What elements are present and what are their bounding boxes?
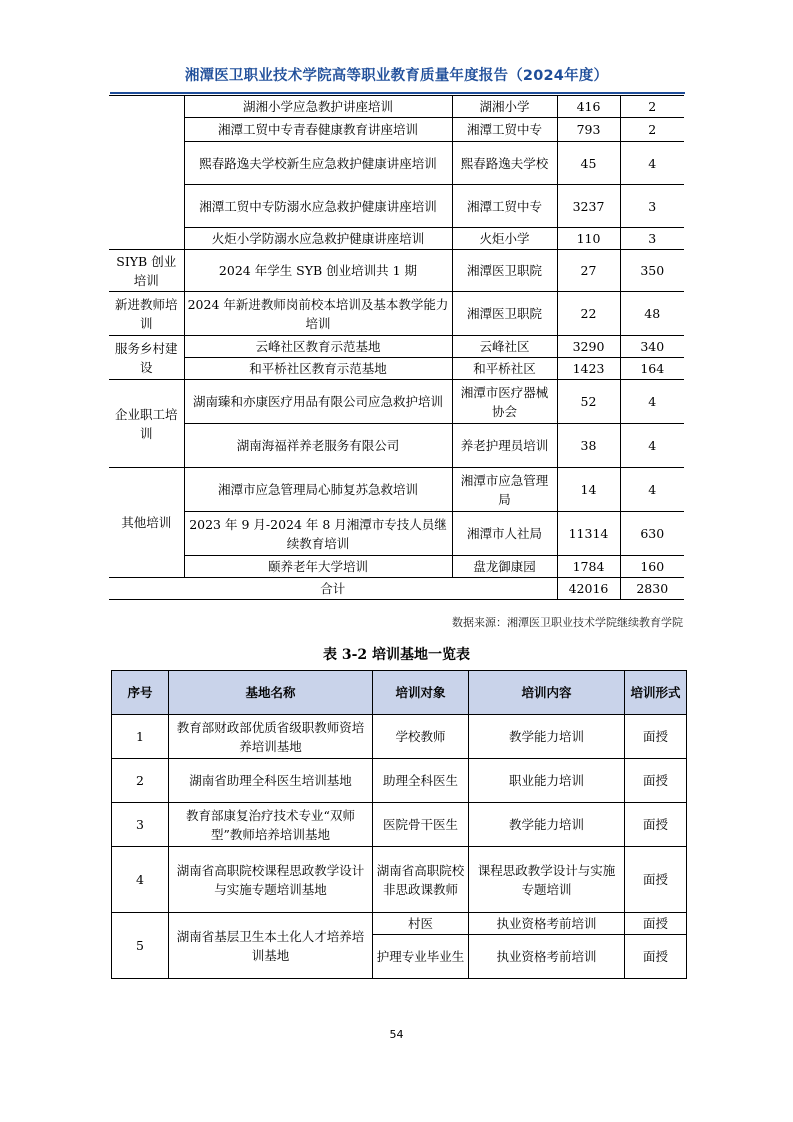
form-cell: 面授 xyxy=(625,759,687,803)
form-cell: 面授 xyxy=(625,847,687,913)
project-cell: 云峰社区教育示范基地 xyxy=(184,336,452,358)
table-row xyxy=(109,96,684,118)
training-base-table xyxy=(111,670,687,979)
hours-cell: 630 xyxy=(620,512,684,556)
org-cell: 湘潭市人社局 xyxy=(452,512,557,556)
table-row xyxy=(112,759,687,803)
table-row xyxy=(109,336,684,358)
table-row xyxy=(109,556,684,578)
count-cell: 793 xyxy=(557,118,620,142)
org-cell: 湖湘小学 xyxy=(452,96,557,118)
hours-cell: 164 xyxy=(620,358,684,380)
org-cell: 和平桥社区 xyxy=(452,358,557,380)
target-cell: 医院骨干医生 xyxy=(373,803,469,847)
org-cell: 湘潭市医疗器械协会 xyxy=(452,380,557,424)
count-cell: 14 xyxy=(557,468,620,512)
table-row xyxy=(109,468,684,512)
project-cell: 湘潭市应急管理局心肺复苏急救培训 xyxy=(184,468,452,512)
content-cell: 教学能力培训 xyxy=(469,715,625,759)
project-cell: 湘潭工贸中专防溺水应急救护健康讲座培训 xyxy=(184,185,452,228)
table-row xyxy=(109,250,684,292)
table-row xyxy=(109,118,684,142)
header-form: 培训形式 xyxy=(625,671,687,715)
table-row xyxy=(109,185,684,228)
name-cell: 教育部财政部优质省级职教师资培养培训基地 xyxy=(169,715,373,759)
table-row xyxy=(109,358,684,380)
project-cell: 湖南臻和亦康医疗用品有限公司应急救护培训 xyxy=(184,380,452,424)
total-hours: 2830 xyxy=(620,578,684,600)
category-cell xyxy=(109,96,184,250)
count-cell: 416 xyxy=(557,96,620,118)
hours-cell: 2 xyxy=(620,96,684,118)
header-rule xyxy=(110,92,685,94)
no-cell: 2 xyxy=(112,759,169,803)
target-cell: 学校教师 xyxy=(373,715,469,759)
category-cell: 新进教师培训 xyxy=(109,292,184,336)
table-row xyxy=(109,424,684,468)
org-cell: 盘龙御康园 xyxy=(452,556,557,578)
header-target: 培训对象 xyxy=(373,671,469,715)
target-cell: 护理专业毕业生 xyxy=(373,935,469,979)
no-cell: 3 xyxy=(112,803,169,847)
count-cell: 22 xyxy=(557,292,620,336)
org-cell: 火炬小学 xyxy=(452,228,557,250)
hours-cell: 4 xyxy=(620,380,684,424)
org-cell: 湘潭工贸中专 xyxy=(452,185,557,228)
name-cell: 湖南省助理全科医生培训基地 xyxy=(169,759,373,803)
project-cell: 火炬小学防溺水应急救护健康讲座培训 xyxy=(184,228,452,250)
count-cell: 3290 xyxy=(557,336,620,358)
category-cell: 企业职工培训 xyxy=(109,380,184,468)
table-row xyxy=(112,715,687,759)
hours-cell: 48 xyxy=(620,292,684,336)
count-cell: 1784 xyxy=(557,556,620,578)
hours-cell: 3 xyxy=(620,185,684,228)
project-cell: 和平桥社区教育示范基地 xyxy=(184,358,452,380)
page-number: 54 xyxy=(389,1028,404,1041)
org-cell: 湘潭市应急管理局 xyxy=(452,468,557,512)
no-cell: 5 xyxy=(112,913,169,979)
hours-cell: 2 xyxy=(620,118,684,142)
hours-cell: 4 xyxy=(620,424,684,468)
category-cell: 服务乡村建设 xyxy=(109,336,184,380)
org-cell: 熙春路逸夫学校 xyxy=(452,142,557,185)
total-count: 42016 xyxy=(557,578,620,600)
target-cell: 助理全科医生 xyxy=(373,759,469,803)
count-cell: 27 xyxy=(557,250,620,292)
hours-cell: 350 xyxy=(620,250,684,292)
category-cell: SIYB 创业培训 xyxy=(109,250,184,292)
target-cell: 村医 xyxy=(373,913,469,935)
no-cell: 4 xyxy=(112,847,169,913)
hours-cell: 4 xyxy=(620,468,684,512)
hours-cell: 4 xyxy=(620,142,684,185)
report-header-title: 湘潭医卫职业技术学院高等职业教育质量年度报告（2024年度） xyxy=(184,68,609,84)
count-cell: 45 xyxy=(557,142,620,185)
project-cell: 湘潭工贸中专青春健康教育讲座培训 xyxy=(184,118,452,142)
table-row xyxy=(112,803,687,847)
content-cell: 教学能力培训 xyxy=(469,803,625,847)
table-row xyxy=(112,847,687,913)
project-cell: 2024 年学生 SYB 创业培训共 1 期 xyxy=(184,250,452,292)
source-note: 数据来源：湘潭医卫职业技术学院继续教育学院 xyxy=(452,616,683,629)
org-cell: 湘潭工贸中专 xyxy=(452,118,557,142)
table-row xyxy=(109,142,684,185)
count-cell: 110 xyxy=(557,228,620,250)
category-cell: 其他培训 xyxy=(109,468,184,578)
form-cell: 面授 xyxy=(625,715,687,759)
table-row xyxy=(109,512,684,556)
count-cell: 1423 xyxy=(557,358,620,380)
form-cell: 面授 xyxy=(625,913,687,935)
content-cell: 职业能力培训 xyxy=(469,759,625,803)
project-cell: 颐养老年大学培训 xyxy=(184,556,452,578)
hours-cell: 160 xyxy=(620,556,684,578)
table-caption: 表 3-2 培训基地一览表 xyxy=(322,647,471,663)
training-stats-table xyxy=(109,95,684,600)
project-cell: 熙春路逸夫学校新生应急救护健康讲座培训 xyxy=(184,142,452,185)
org-cell: 云峰社区 xyxy=(452,336,557,358)
content-cell: 执业资格考前培训 xyxy=(469,913,625,935)
org-cell: 养老护理员培训 xyxy=(452,424,557,468)
header-content: 培训内容 xyxy=(469,671,625,715)
form-cell: 面授 xyxy=(625,803,687,847)
target-cell: 湖南省高职院校非思政课教师 xyxy=(373,847,469,913)
count-cell: 38 xyxy=(557,424,620,468)
name-cell: 湖南省高职院校课程思政教学设计与实施专题培训基地 xyxy=(169,847,373,913)
hours-cell: 340 xyxy=(620,336,684,358)
no-cell: 1 xyxy=(112,715,169,759)
table-row xyxy=(112,913,687,935)
header-name: 基地名称 xyxy=(169,671,373,715)
count-cell: 52 xyxy=(557,380,620,424)
name-cell: 教育部康复治疗技术专业“双师型”教师培养培训基地 xyxy=(169,803,373,847)
total-label: 合计 xyxy=(109,578,557,600)
project-cell: 湖湘小学应急教护讲座培训 xyxy=(184,96,452,118)
header-row xyxy=(112,671,687,715)
project-cell: 湖南海福祥养老服务有限公司 xyxy=(184,424,452,468)
header-no: 序号 xyxy=(112,671,169,715)
content-cell: 课程思政教学设计与实施专题培训 xyxy=(469,847,625,913)
form-cell: 面授 xyxy=(625,935,687,979)
name-cell: 湖南省基层卫生本土化人才培养培训基地 xyxy=(169,913,373,979)
project-cell: 2024 年新进教师岗前校本培训及基本教学能力培训 xyxy=(184,292,452,336)
org-cell: 湘潭医卫职院 xyxy=(452,292,557,336)
table-row xyxy=(109,380,684,424)
count-cell: 3237 xyxy=(557,185,620,228)
table-row xyxy=(109,292,684,336)
content-cell: 执业资格考前培训 xyxy=(469,935,625,979)
project-cell: 2023 年 9 月-2024 年 8 月湘潭市专技人员继续教育培训 xyxy=(184,512,452,556)
hours-cell: 3 xyxy=(620,228,684,250)
total-row xyxy=(109,578,684,600)
table-row xyxy=(109,228,684,250)
count-cell: 11314 xyxy=(557,512,620,556)
org-cell: 湘潭医卫职院 xyxy=(452,250,557,292)
